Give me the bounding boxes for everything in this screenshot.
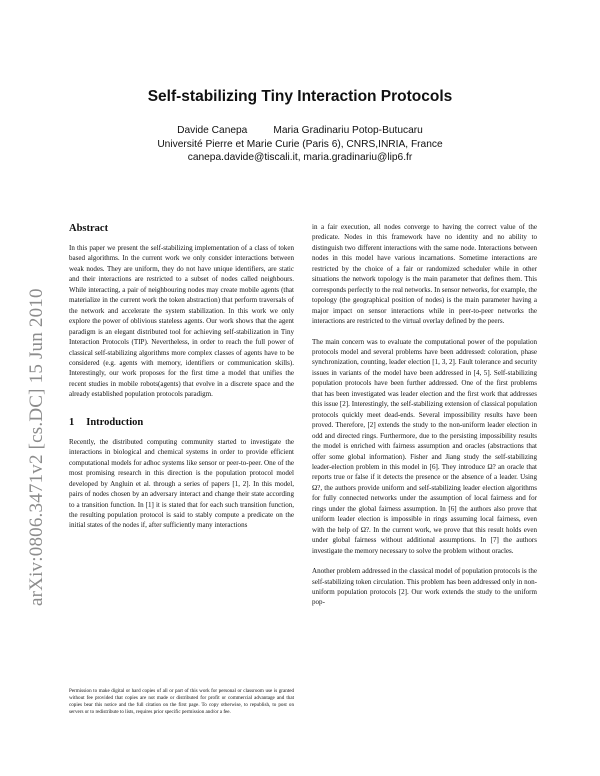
body-paragraph: The main concern was to evaluate the computational power of the population protocols model and several problems have been addressed: coloration, phase synchronization, counting, leader election [1, 3, 2]. Fault tolerance and security issues in variants of the model have been addressed in [4, 5]. Self-stabilizing population protocols have been further addressed. One of the first problems that has been investigated was leader election and the first work that addresses this issue [2]. Interestingly, the self-stabilizing extension of classical population protocols quickly meet dead-ends. Several impossibility results have been proved. Therefore, [2] extends the study to the non-uniform leader election in odd and directed rings. Furthermore, due to the persisting impossibility results the model is enriched with fairness assumption and oracles (abstractions that offer some global information). Fisher and Jiang study the self-stabilizing leader-election problem in this model in [6]. They introduce Ω? an oracle that reports true or false if it detects the presence or the absence of a leader. Using Ω?, the authors provide uniform and self-stabilizing leader election algorithms for fully connected networks under the assumption of local fairness and for rings under the global fairness assumption. In [6] the authors also prove that uniform leader election is impossible in rings assuming local fairness, even with the help of Ω?. In the current work, we prove that this result holds even under global fairness without additional assumptions. In [7] the authors investigate the memory necessary to solve the problem without oracles.: [312, 337, 537, 555]
author-name: Maria Gradinariu Potop-Butucaru: [273, 125, 423, 136]
author-names: [0, 124, 600, 138]
author-emails[interactable]: canepa.davide@tiscali.it, maria.gradinariu@lip6.fr: [187, 152, 413, 163]
section-title: Introduction: [86, 416, 144, 428]
affiliation: Université Pierre et Marie Curie (Paris 6), CNRS,INRIA, France: [157, 138, 443, 150]
section-number: 1: [69, 416, 75, 428]
arxiv-stamp-text: arXiv:0806.3471v2 [cs.DC] 15 Jun 2010: [26, 288, 47, 606]
abstract-text: In this paper we present the self-stabilizing implementation of a class of token based algorithms. In the current work we only consider interactions between weak nodes. They are uniform, they do not have unique identifiers, are static and their interactions are restricted to a subset of nodes called neighbours. While interacting, a pair of neighbouring nodes may create mobile agents (that materialize in the current work the token abstraction) that perform traversals of the network and accelerate the system stabilization. In this work we only explore the power of oblivious stateless agents. Our work shows that the agent paradigm is an elegant distributed tool for achieving self-stabilization in Tiny Interaction Protocols (TIP). Nevertheless, in order to reach the full power of classical self-stabilizing algorithms more complex classes of agents have to be considered (e.g. agents with memory, identifiers or communication skills). Interestingly, our work proposes for the first time a model that unifies the recent studies in mobile robots(agents) that evolve in a discrete space and the already established population protocols paradigm.: [69, 244, 294, 399]
author-block: [0, 124, 600, 165]
body-paragraph: Recently, the distributed computing community started to investigate the interactions in biological and chemical systems in order to provide efficient computational models for adhoc systems like sensor or peer-to-peer. One of the most promising research in this direction is the population protocol model developed by Angluin et al. through a series of papers [1, 2]. In this model, pairs of nodes chosen by an adversary interact and change their state according to a transition function. In [1] it is stated that for each such transition function, the resulting population protocol is said to stably compute a predicate on the initial states of the nodes if, after sufficiently many interactions: [69, 437, 294, 530]
body-paragraph: Another problem addressed in the classical model of population protocols is the self-stabilizing token circulation. This problem has been addressed only in non-uniform population protocols [2]. Our work extends the study to the uniform pop-: [312, 567, 537, 607]
left-column: [69, 222, 294, 531]
author-name: Davide Canepa: [177, 125, 248, 136]
abstract-heading: Abstract: [69, 223, 109, 234]
body-paragraph: in a fair execution, all nodes converge to having the correct value of the predicate. Nodes in this framework have no identity and no ability to distinguish two different interactions with the same node. Interactions between nodes in this model have various incarnations. Sometime interactions are restricted by the choice of a fair or randomized scheduler while in other situations the network topology is the main parameter that defines them. This corresponds perfectly to the real networks. In sensor networks, for example, the topology (the geographical position of nodes) is the main parameter having a major impact on sensor interactions while in peer-to-peer networks the interactions are restricted to the virtual overlay defined by the peers.: [312, 223, 537, 326]
paper-title: Self-stabilizing Tiny Interaction Protocols: [147, 88, 453, 105]
permission-footnote: Permission to make digital or hard copies of all or part of this work for personal or classroom use is granted without fee provided that copies are not made or distributed for profit or commercial advantage and that copies bear this notice and the full citation on the first page. To copy otherwise, to republish, to post on servers or to redistribute to lists, requires prior specific permission and/or a fee.: [69, 688, 294, 715]
arxiv-stamp: [2, 186, 47, 606]
right-column: [312, 222, 537, 608]
section-heading: [69, 416, 294, 429]
